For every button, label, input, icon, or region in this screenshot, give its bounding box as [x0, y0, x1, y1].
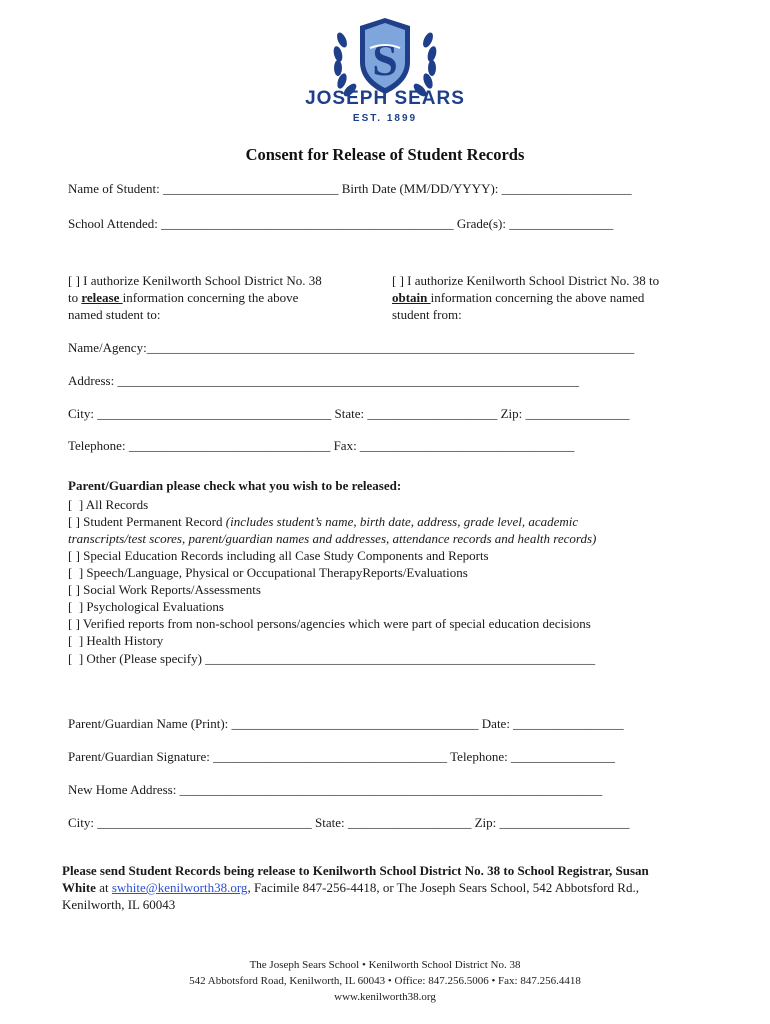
- speech-language-checkbox[interactable]: [ ] Speech/Language, Physical or Occupational TherapyReports/Evaluations: [68, 565, 468, 580]
- city-state-zip-field[interactable]: City: ____________________________________ State: ____________________ Zip: ________________: [68, 406, 630, 421]
- send-instructions-line2: White at swhite@kenilworth38.org, Facimile 847-256-4418, or The Joseph Sears School, 542 Abbotsford Rd.,: [62, 880, 639, 895]
- all-records-checkbox[interactable]: [ ] All Records: [68, 497, 149, 512]
- footer-line2: 542 Abbotsford Road, Kenilworth, IL 60043 • Office: 847.256.5006 • Fax: 847.256.4418: [189, 975, 581, 987]
- school-name: JOSEPH SEARS: [305, 88, 465, 109]
- authorize-obtain-checkbox[interactable]: [ ] I authorize Kenilworth School District No. 38 to: [392, 273, 660, 288]
- social-work-checkbox[interactable]: [ ] Social Work Reports/Assessments: [68, 582, 261, 597]
- authorize-obtain-line3: student from:: [392, 307, 462, 322]
- new-home-address-field[interactable]: New Home Address: _________________________________________________________________: [68, 782, 603, 797]
- special-education-checkbox[interactable]: [ ] Special Education Records including all Case Study Components and Reports: [68, 548, 489, 563]
- address-field[interactable]: Address: _______________________________________________________________________: [68, 373, 579, 388]
- permanent-record-checkbox[interactable]: [ ] Student Permanent Record (includes student’s name, birth date, address, grade level, academic: [68, 514, 579, 529]
- school-attended-field[interactable]: School Attended: _____________________________________________ Grade(s): ________________: [68, 216, 614, 231]
- name-agency-field[interactable]: Name/Agency:___________________________________________________________________________: [68, 340, 635, 355]
- health-history-checkbox[interactable]: [ ] Health History: [68, 633, 164, 648]
- release-heading: Parent/Guardian please check what you wish to be released:: [68, 478, 402, 493]
- page-title: Consent for Release of Student Records: [245, 145, 525, 164]
- authorize-obtain-line2: obtain information concerning the above named: [392, 290, 645, 305]
- other-checkbox[interactable]: [ ] Other (Please specify) ____________________________________________________________: [68, 651, 596, 666]
- permanent-record-note: transcripts/test scores, parent/guardian names and addresses, attendance records and health records): [68, 531, 597, 546]
- guardian-name-field[interactable]: Parent/Guardian Name (Print): ______________________________________ Date: _________________: [68, 716, 624, 731]
- send-instructions-line1: Please send Student Records being release to Kenilworth School District No. 38 to School Registrar, Susan: [62, 863, 649, 878]
- guardian-signature-field[interactable]: Parent/Guardian Signature: ____________________________________ Telephone: ________________: [68, 749, 615, 764]
- svg-text:S: S: [372, 34, 398, 85]
- telephone-fax-field[interactable]: Telephone: _______________________________ Fax: _________________________________: [68, 438, 575, 453]
- verified-reports-checkbox[interactable]: [ ] Verified reports from non-school persons/agencies which were part of special education decisions: [68, 616, 591, 631]
- authorize-release-line2: to release information concerning the above: [68, 290, 299, 305]
- registrar-email-link[interactable]: swhite@kenilworth38.org: [111, 880, 248, 895]
- psychological-checkbox[interactable]: [ ] Psychological Evaluations: [68, 599, 224, 614]
- footer-line1: The Joseph Sears School • Kenilworth School District No. 38: [249, 959, 521, 971]
- authorize-release-checkbox[interactable]: [ ] I authorize Kenilworth School District No. 38: [68, 273, 322, 288]
- student-name-field[interactable]: Name of Student: ___________________________ Birth Date (MM/DD/YYYY): ____________________: [68, 181, 632, 196]
- guardian-city-field[interactable]: City: _________________________________ State: ___________________ Zip: ____________________: [68, 815, 630, 830]
- send-instructions-line3: Kenilworth, IL 60043: [62, 897, 176, 912]
- footer-website[interactable]: www.kenilworth38.org: [334, 991, 436, 1003]
- authorize-release-line3: named student to:: [68, 307, 161, 322]
- established-year: EST. 1899: [352, 113, 418, 124]
